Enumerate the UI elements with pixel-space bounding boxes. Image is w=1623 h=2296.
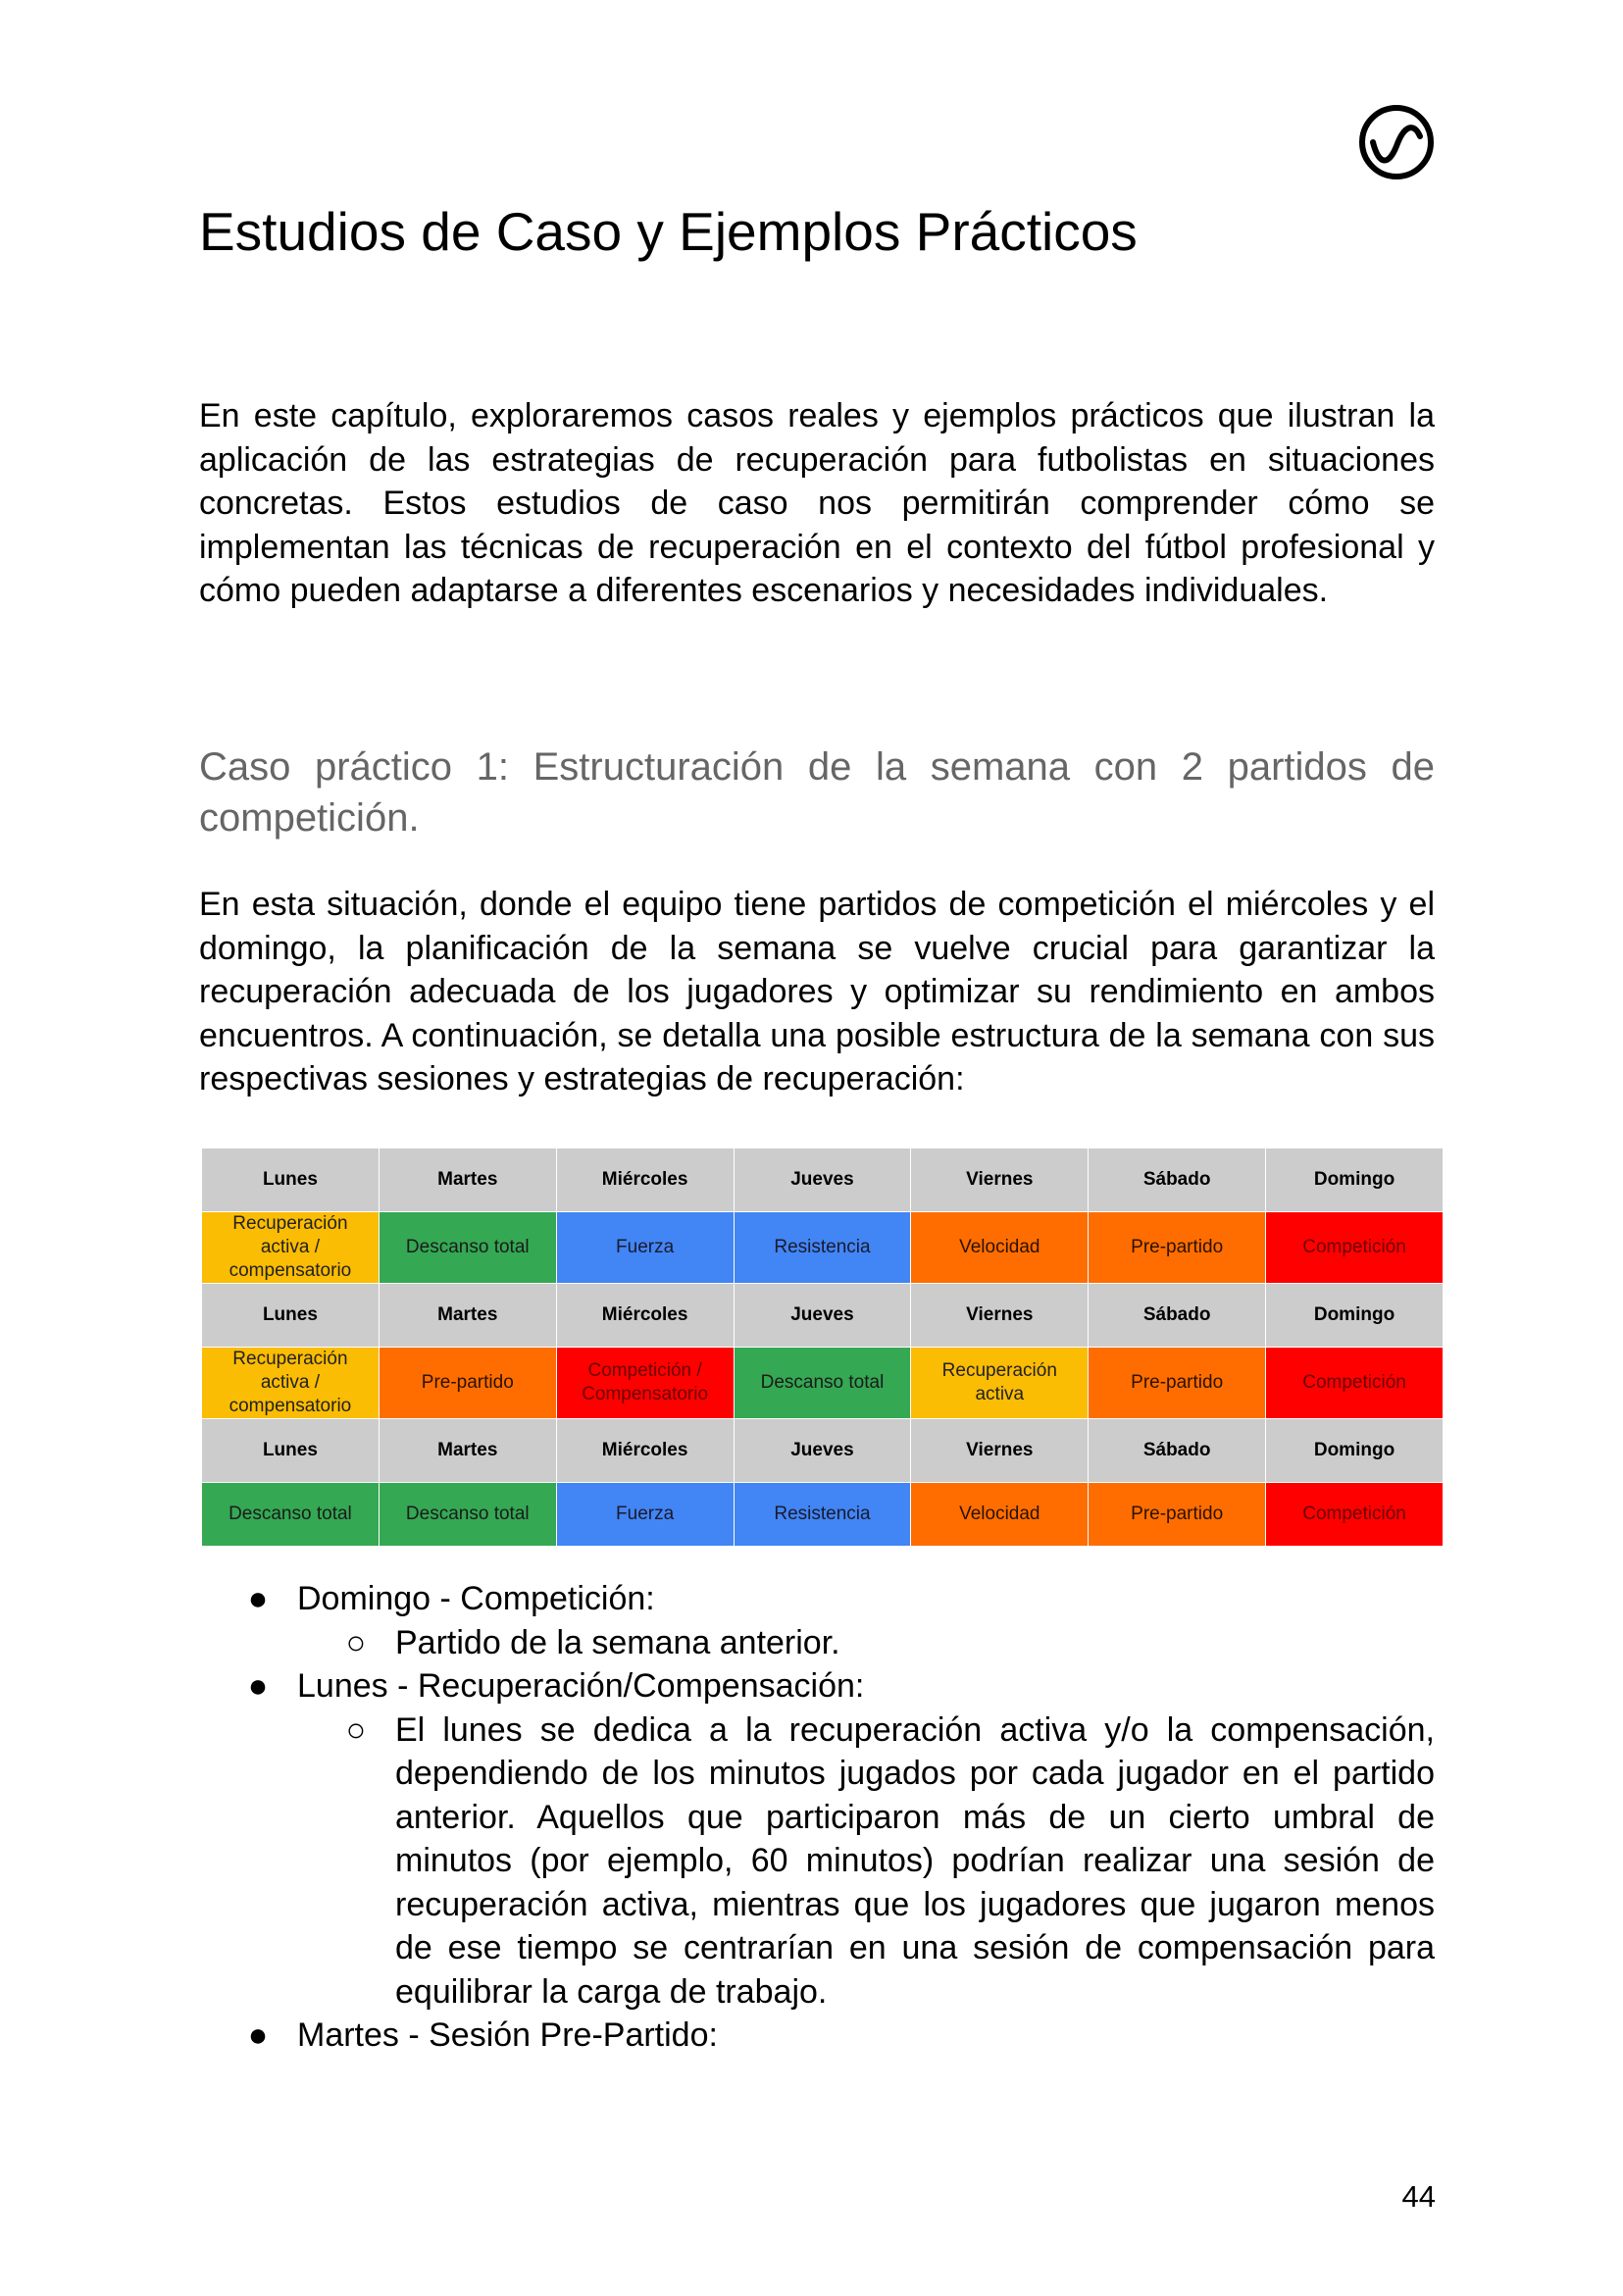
day-header-row — [202, 1284, 1444, 1348]
circle-wave-icon — [1357, 103, 1436, 181]
list-item-text: Lunes - Recuperación/Compensación: — [297, 1667, 865, 1705]
list-item-text: Domingo - Competición: — [297, 1580, 655, 1617]
list-item — [199, 1577, 1435, 1621]
day-cell: Viernes — [911, 1284, 1089, 1348]
list-subitem-text: Partido de la semana anterior. — [395, 1623, 840, 1661]
activity-cell: Competición — [1266, 1212, 1444, 1284]
filled-bullet-icon: ● — [247, 2016, 269, 2054]
day-cell: Domingo — [1266, 1419, 1444, 1483]
day-cell: Martes — [379, 1419, 556, 1483]
activity-cell: Recuperación activa / compensatorio — [202, 1348, 380, 1419]
day-header-row — [202, 1148, 1444, 1212]
activity-cell: Resistencia — [734, 1212, 911, 1284]
week-3-row — [202, 1483, 1444, 1547]
list-subitem-text: El lunes se dedica a la recuperación activa y/o la compensación, dependiendo de los minutos jugados por cada jugador en el partido anterior. Aquellos que participaron más de un cierto umbral de minutos (por ejemplo, 60 minutos) podrían realizar una sesión de recuperación activa, mientras que los jugadores que jugaron menos de ese tiempo se centrarían en una sesión de compensación para equilibrar la carga de trabajo. — [395, 1710, 1435, 2011]
page-title: Estudios de Caso y Ejemplos Prácticos — [199, 201, 1138, 262]
activity-cell: Velocidad — [911, 1212, 1089, 1284]
list-item — [199, 1664, 1435, 1709]
case-heading: Caso práctico 1: Estructuración de la semana con 2 partidos de competición. — [199, 745, 1435, 840]
activity-cell: Pre-partido — [1089, 1212, 1266, 1284]
week-2-row — [202, 1348, 1444, 1419]
day-cell: Domingo — [1266, 1148, 1444, 1212]
day-cell: Martes — [379, 1284, 556, 1348]
day-cell: Sábado — [1089, 1284, 1266, 1348]
list-item-text: Martes - Sesión Pre-Partido: — [297, 2016, 718, 2054]
activity-cell: Competición / Compensatorio — [556, 1348, 734, 1419]
intro-paragraph: En este capítulo, exploraremos casos reales y ejemplos prácticos que ilustran la aplicación de las estrategias de recuperación para futbolistas en situaciones concretas. Estos estudios de caso nos permitirán comprender cómo se implementan las técnicas de recuperación en el contexto del fútbol profesional y cómo pueden adaptarse a diferentes escenarios y necesidades individuales. — [199, 397, 1435, 609]
activity-cell: Pre-partido — [379, 1348, 556, 1419]
week-1-row — [202, 1212, 1444, 1284]
filled-bullet-icon: ● — [247, 1667, 269, 1705]
day-cell: Martes — [379, 1148, 556, 1212]
activity-cell: Pre-partido — [1089, 1483, 1266, 1547]
logo — [1357, 103, 1436, 181]
day-cell: Miércoles — [556, 1284, 734, 1348]
day-cell: Jueves — [734, 1419, 911, 1483]
day-cell: Lunes — [202, 1284, 380, 1348]
day-cell: Lunes — [202, 1148, 380, 1212]
day-cell: Sábado — [1089, 1419, 1266, 1483]
day-cell: Jueves — [734, 1284, 911, 1348]
activity-cell: Descanso total — [734, 1348, 911, 1419]
list-subitem — [199, 1621, 1435, 1665]
activity-cell: Recuperación activa — [911, 1348, 1089, 1419]
day-cell: Viernes — [911, 1148, 1089, 1212]
day-cell: Viernes — [911, 1419, 1089, 1483]
activity-cell: Velocidad — [911, 1483, 1089, 1547]
filled-bullet-icon: ● — [247, 1580, 269, 1617]
hollow-bullet-icon: ○ — [345, 1710, 367, 1749]
list-item — [199, 2014, 1435, 2058]
activity-cell: Descanso total — [202, 1483, 380, 1547]
list-subitem — [199, 1709, 1435, 2015]
weekly-schedule-table — [201, 1148, 1444, 1547]
activity-cell: Fuerza — [556, 1212, 734, 1284]
day-cell: Domingo — [1266, 1284, 1444, 1348]
day-cell: Miércoles — [556, 1148, 734, 1212]
activity-cell: Competición — [1266, 1348, 1444, 1419]
activity-cell: Fuerza — [556, 1483, 734, 1547]
case-description: En esta situación, donde el equipo tiene partidos de competición el miércoles y el domingo, la planificación de la semana se vuelve crucial para garantizar la recuperación adecuada de los jugadores y optimizar su rendimiento en ambos encuentros. A continuación, se detalla una posible estructura de la semana con sus respectivas sesiones y estrategias de recuperación: — [199, 886, 1435, 1097]
day-cell: Jueves — [734, 1148, 911, 1212]
activity-cell: Descanso total — [379, 1212, 556, 1284]
page-number: 44 — [1401, 2179, 1436, 2214]
activity-cell: Competición — [1266, 1483, 1444, 1547]
day-cell: Lunes — [202, 1419, 380, 1483]
activity-cell: Recuperación activa / compensatorio — [202, 1212, 380, 1284]
activity-cell: Pre-partido — [1089, 1348, 1266, 1419]
day-cell: Miércoles — [556, 1419, 734, 1483]
bullet-list — [199, 1577, 1435, 2058]
day-cell: Sábado — [1089, 1148, 1266, 1212]
activity-cell: Descanso total — [379, 1483, 556, 1547]
day-header-row — [202, 1419, 1444, 1483]
hollow-bullet-icon: ○ — [345, 1623, 367, 1661]
activity-cell: Resistencia — [734, 1483, 911, 1547]
